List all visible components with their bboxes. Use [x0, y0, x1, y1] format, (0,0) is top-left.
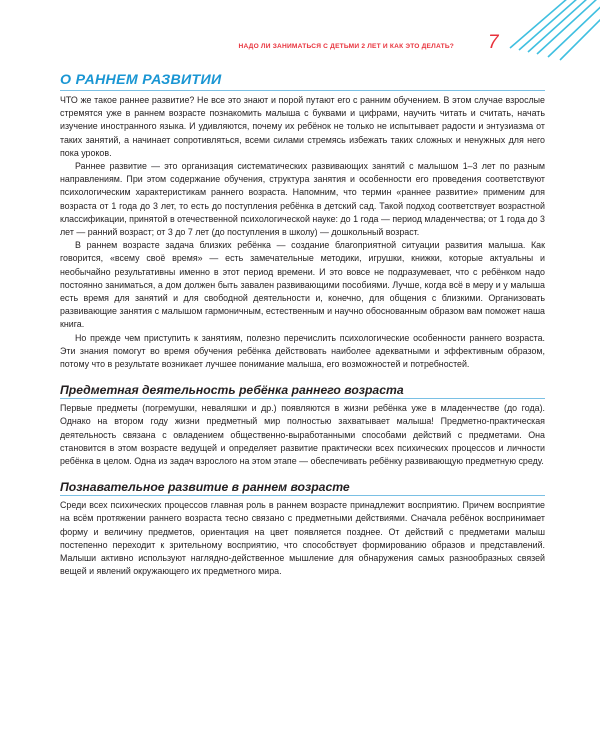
page-number: 7 — [488, 32, 499, 53]
paragraph: Раннее развитие — это организация систематических развивающих занятий с малышом 1–3 лет по разным направлениям. При этом содержание обучения, структура занятия и особенности его проведения соответствуют психологическим характеристикам раннего возраста. Напомним, что термин «раннее развитие» применим для возраста от 1 года до 3 лет, то есть до поступления ребёнка в детский сад. Такой подход соответствует возрастной классификации, принятой в отечественной психологической науке: до 1 года — период младенчества; от 1 года до 3 лет — ранний возраст; от 3 до 7 лет (до поступления в школу) — дошкольный возраст. — [60, 161, 545, 238]
running-head-title: НАДО ЛИ ЗАНИМАТЬСЯ С ДЕТЬМИ 2 ЛЕТ И КАК ЭТО ДЕЛАТЬ? — [238, 43, 454, 50]
paragraph: ЧТО же такое раннее развитие? Не все это знают и порой путают его с ранним обучением. В этом случае взрослые стремятся уже в раннем возрасте познакомить малыша с буквами и цифрами, научить читать и считать, начать изучение иностранного языка. И удивляются, почему их ребёнок не только не испытывает радости и энтузиазма от таких занятий, а начинает сопротивляться, всеми силами стремясь избежать таких сложных и ненужных для него пока уроков. — [60, 95, 545, 158]
paragraph: Среди всех психических процессов главная роль в раннем возрасте принадлежит восприятию. Причем восприятие на всём протяжении раннего возраста тесно связано с предметными действиями. Сначала ребёнок воспринимает форму и величину предметов, ориентация на цвет появляется позднее. От действий с предметами малыш постепенно переходит к зрительному восприятию, что способствует формированию образов и представлений. Малыши активно используют наглядно-действенное мышление для обнаружения самых разнообразных связей вещей и явлений окружающего их предметного мира. — [60, 500, 545, 577]
section-title-object-activity: Предметная деятельность ребёнка раннего возраста — [60, 383, 404, 398]
section-title-cognitive-development: Познавательное развитие в раннем возрасте — [60, 480, 350, 495]
section-title-early-development: О РАННЕМ РАЗВИТИИ — [60, 72, 222, 88]
paragraph: В раннем возрасте задача близких ребёнка — создание благоприятной ситуации развития малыша. Как говорится, «всему своё время» — есть замечательные методики, игрушки, книжки, которые актуальны и необычайно результативны именно в этот период времени. И это вовсе не подразумевает, что с ребёнком надо постоянно заниматься, а дом должен быть завален развивающими пособиями. Лучше, когда всё в меру и у малыша есть время для занятий и для свободной деятельности и, конечно, для общения с близкими. Организовать развивающие занятия с малышом гармоничным, естественным и научно обоснованным образом вам поможет наша книга. — [60, 240, 545, 330]
page-content — [60, 70, 545, 579]
paragraph: Первые предметы (погремушки, неваляшки и др.) появляются в жизни ребёнка уже в младенчестве (до года). Однако на втором году жизни предметный мир полностью захватывает малыша! Предметно-практическая деятельность связана с овладением общественно-выработанными способами действий с предметами. Она становится в этом возрасте ведущей и определяет развитие практически всех психических процессов и личности ребёнка в целом. Одна из задач взрослого на этом этапе — обеспечивать ребёнку развивающую предметную среду. — [60, 403, 545, 467]
paragraph: Но прежде чем приступить к занятиям, полезно перечислить психологические особенности раннего возраста. Эти знания помогут во время обучения ребёнка действовать наиболее адекватными и эффективным образом, потому что в результате возникает лучшее понимание малыша, его возможностей и потребностей. — [60, 332, 545, 370]
stripe-3 — [528, 0, 588, 52]
